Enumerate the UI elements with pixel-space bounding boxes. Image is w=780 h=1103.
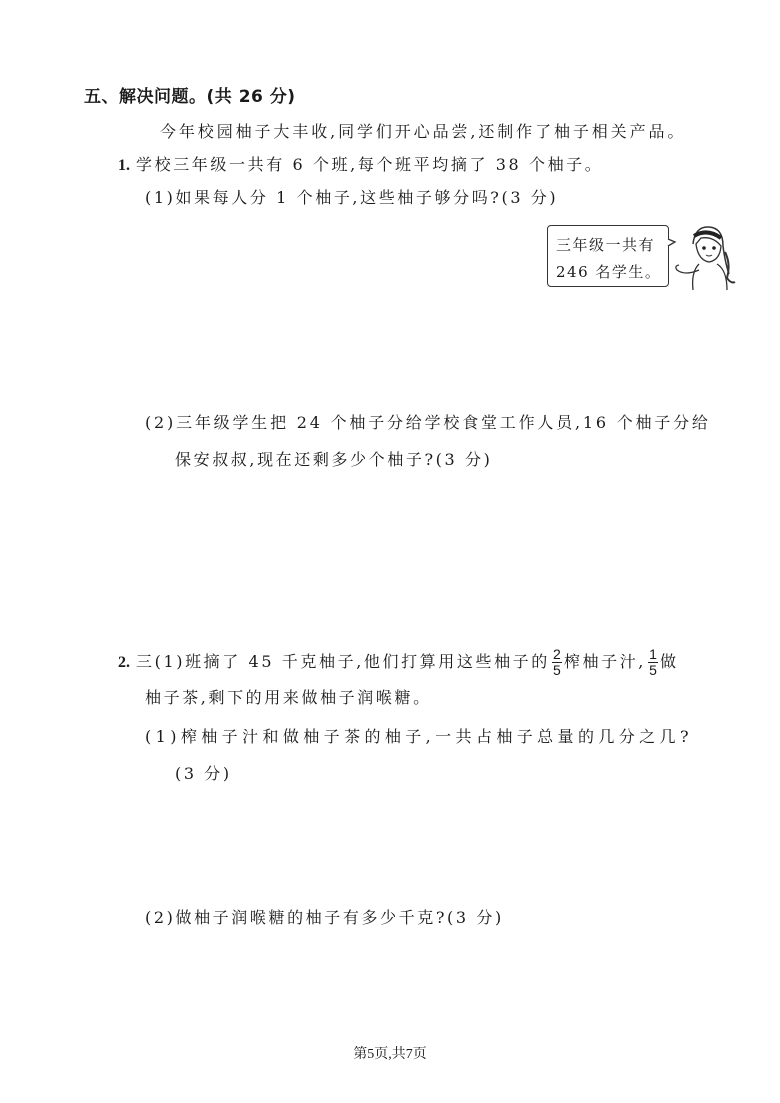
question-2-stem-line-2: 柚子茶,剩下的用来做柚子润喉糖。 <box>145 688 432 707</box>
question-text: 做 <box>659 652 679 671</box>
question-2-part-1-line-1: (1)榨柚子汁和做柚子茶的柚子,一共占柚子总量的几分之几? <box>145 727 693 746</box>
fraction-denominator: 5 <box>552 662 561 678</box>
fraction-one-fifth <box>648 647 658 678</box>
question-1-part-2-line-2: 保安叔叔,现在还剩多少个柚子?(3 分) <box>175 450 493 469</box>
question-text: 榨柚子汁, <box>563 652 646 671</box>
fraction-two-fifths <box>552 647 562 678</box>
intro-text: 今年校园柚子大丰收,同学们开心品尝,还制作了柚子相关产品。 <box>160 122 687 141</box>
girl-illustration-icon <box>665 222 745 292</box>
question-number: 1. <box>118 157 130 174</box>
section-title: 五、解决问题。(共 26 分) <box>84 87 296 107</box>
speech-bubble <box>547 225 669 287</box>
question-2-stem <box>118 647 679 678</box>
fraction-numerator: 1 <box>649 646 657 662</box>
question-1-part-1: (1)如果每人分 1 个柚子,这些柚子够分吗?(3 分) <box>145 188 559 207</box>
question-2-part-2: (2)做柚子润喉糖的柚子有多少千克?(3 分) <box>145 908 504 927</box>
fraction-numerator: 2 <box>552 646 561 662</box>
page-footer: 第5页,共7页 <box>353 1047 427 1062</box>
question-2-part-1-line-2: (3 分) <box>175 764 232 783</box>
question-1-part-2-line-1: (2)三年级学生把 24 个柚子分给学校食堂工作人员,16 个柚子分给 <box>145 413 711 432</box>
bubble-line-1: 三年级一共有 <box>556 236 656 254</box>
question-1-stem <box>118 155 603 176</box>
question-number: 2. <box>118 654 130 671</box>
question-text: 三(1)班摘了 45 千克柚子,他们打算用这些柚子的 <box>136 652 550 671</box>
fraction-denominator: 5 <box>649 662 657 678</box>
question-text: 学校三年级一共有 6 个班,每个班平均摘了 38 个柚子。 <box>136 155 604 174</box>
bubble-line-2: 246 名学生。 <box>556 263 662 281</box>
